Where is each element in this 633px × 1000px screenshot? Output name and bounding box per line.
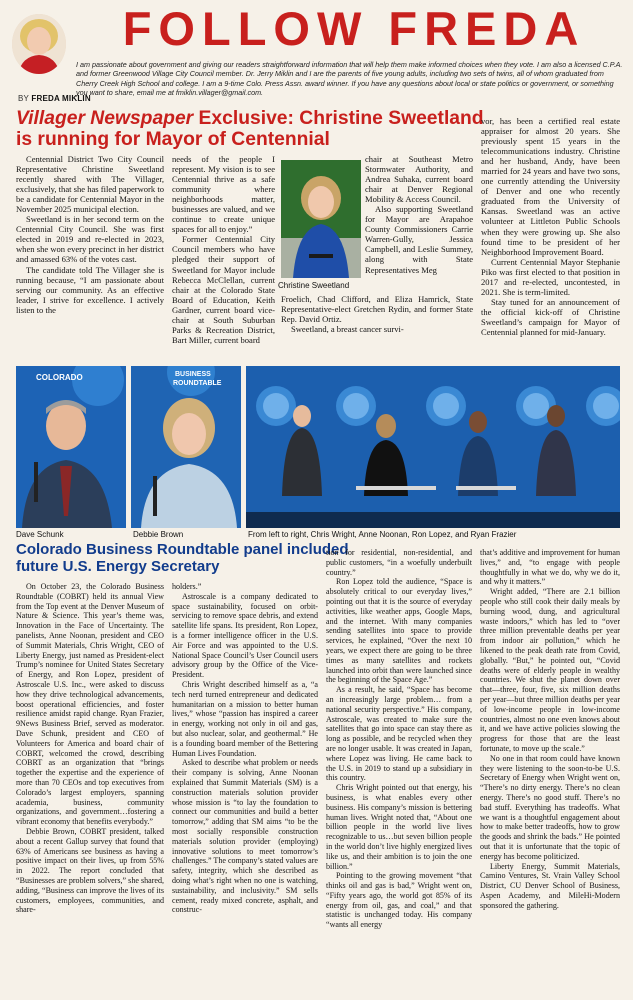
banner-text: ROUNDTABLE	[173, 380, 222, 387]
story1-col2	[172, 154, 275, 345]
photo-caption-schunk: Dave Schunk	[16, 530, 64, 539]
paragraph: The candidate told The Villager she is running because, “I am passionate about serving our community. As an effective leader, I strive for excellence. I actively listen to the	[16, 264, 164, 315]
photo-caption-panel: From left to right, Chris Wright, Anne Noonan, Ron Lopez, and Ryan Frazier	[248, 530, 517, 539]
story1-col3-continued	[281, 294, 473, 334]
paragraph: Ron Lopez told the audience, “Space is absolutely critical to our everyday lives,” pointing out that it is the source of everyday activities, like weather apps, Google Maps, and the internet. With many companies sending satellites into space to provide services, he explained, “Over the next 10 years, we expect there are going to be three times as many satellites and rockets launched into orbit than were launched since the beginning of the Space Age.”	[326, 577, 472, 685]
story2-col2	[172, 582, 318, 915]
paragraph: holders.”	[172, 582, 202, 591]
paragraph: No one in that room could have known they were listening to the soon-to-be U.S. Secretary of Energy when Wright went on, “There’s no dirty energy. There’s no clean energy. There’s no good stuff. There’s no bad stuff. Everything has tradeoffs. What we want is a thoughtful engagement about how to make better tradeoffs, how to grow the goods and shrink the bads.” He pointed out that it is unfortunate that the topic of energy has become politicized.	[480, 753, 620, 861]
photo-debbie-brown	[131, 366, 241, 528]
author-bio: I am passionate about government and giving our readers straightforward information that will help them make informed choices when they vote. I am also a licensed C.P.A. and former Greenwood Village City Council member. Dr. Jerry Miklin and I are the parents of five young adults, including two sets of twins, all of whom graduated from Cherry Creek High School and college. I am a 9-time Colo. Press Assn. award winner. If you have any questions about local or state politics or government, or something you want to share, email me at fmiklin.villager@gmail.com.	[76, 60, 623, 97]
paragraph: tion for residential, non-residential, and public customers, “in a woefully underbuilt country.”	[326, 548, 472, 577]
paragraph: On October 23, the Colorado Business Roundtable (COBRT) held its annual View from the Top event at the Denver Museum of Nature & Science. This year’s theme was, Innovation in the Face of Uncertainty. The panelists, Anne Noonan, president and CEO of Summit Materials, Chris Wright, CEO of Liberty Energy, just named as President-elect Trump’s nominee for United States Secretary of Energy, and Ron Lopez, president of Astroscale U.S. Inc., were asked to discuss how they drive technological advancements, boost operational efficiencies, and foster resilience amidst rapid change. Ryan Frazier, 9News Business Brief, served as moderator. Dave Schunk, president and CEO of Volunteers for America and board chair of COBRT, welcomed the crowd, describing COBRT as an organization that “brings together the expertise and the experience of more than 70 CEOs and top executives from Colorado’s largest employers, spanning academia, business, community organizations, and government…fostering a vibrant economy that benefits everybody.”	[16, 582, 164, 827]
photo-caption-brown: Debbie Brown	[133, 530, 184, 539]
paragraph: Astroscale is a company dedicated to space sustainability, focused on orbit-servicing to remove space debris, and extend satellite life spans. Its president, Ron Lopez, is a former intelligence officer in the U.S. Air Force and was appointed to the U.S. National Space Council’s User Council users advisory group by the Office of the Vice-President.	[172, 591, 318, 680]
story1-col3	[365, 154, 473, 275]
paragraph: Centennial District Two City Council Representative Christine Sweetland recently shared with The Villager, exclusively, that she has filed paperwork to be a candidate for Centennial Mayor in the November 2025 municipal election.	[16, 154, 164, 215]
paragraph: Pointing to the growing movement “that thinks oil and gas is bad,” Wright went on, “Fifty years ago, the world got 85% of its energy from oil, gas, and coal,” and that statistic is unchanged today. His company “wants all energy	[326, 871, 472, 930]
photo-caption-sweetland: Christine Sweetland	[278, 281, 350, 290]
paragraph: Debbie Brown, COBRT president, talked about a recent Gallup survey that found that 63% of Americans see business as having a positive impact on their lives, up from 55% in 2022. The report concluded that “Businesses are problem solvers,” she shared, adding, “Business can improve the lives of its customers, employees, communities, and share-	[16, 826, 164, 915]
story2-headline: Colorado Business Roundtable panel included future U.S. Energy Secretary	[16, 541, 349, 575]
paragraph: Sweetland is in her second term on the Centennial City Council. She was first elected in 2019 and re-elected in 2023, when she won every precinct in her district and amassed 63% of the votes cast.	[16, 214, 164, 265]
story2-col1	[16, 582, 164, 915]
paragraph: needs of the people I represent. My vision is to see Centennial thrive as a safe community where neighborhoods matter, businesses are valued, and we continue to create unique spaces for all to enjoy.”	[172, 154, 275, 235]
story1-col4	[481, 116, 620, 337]
byline	[18, 94, 91, 103]
paragraph: Chris Wright described himself as a, “a tech nerd turned entrepreneur and dedicated humanitarian on a mission to better human lives,” whose “passion has inspired a career in energy, working not only in oil and gas, but also nuclear, solar, and geothermal.” He is a founding board member of the Bettering Human Lives Foundation.	[172, 679, 318, 758]
story2-col4	[480, 548, 620, 910]
paragraph: Chris Wright pointed out that energy, his business, is what enables every other business. His company’s mission is bettering human lives. Wright noted that, “About one billion people in the world live lives recognizable to us…but seven billion people in the world don’t live highly energized lives like us, and their ambition is to join the one billion.”	[326, 783, 472, 871]
story1-headline	[16, 108, 488, 150]
story1-headline-lead: Villager Newspaper	[16, 108, 194, 129]
paragraph: Sweetland, a breast cancer survi-	[291, 324, 404, 335]
photo-christine-sweetland	[281, 160, 361, 278]
paragraph: Froelich, Chad Clifford, and Eliza Hamrick, State Representative-elect Gretchen Rydin, and former State Rep. David Ortiz.	[281, 294, 473, 325]
story2-col3	[326, 548, 472, 930]
paragraph: Also supporting Sweetland for Mayor are Arapahoe County Commissioners Carrie Warren-Gully, Jessica Campbell, and Leslie Summey, along with State Representatives Meg	[365, 204, 473, 275]
story1-headline-rest: Exclusive: Christine Sweetland is running for Mayor of Centennial	[16, 108, 484, 150]
paragraph: Former Centennial City Council members who have pledged their support of Sweetland for Mayor include Rebecca McClellan, current chair at the Colorado State Board of Education, Keith Gardner, current board vice-chair at South Suburban Parks & Recreation District, Bart Miller, current board	[172, 234, 275, 345]
paragraph: Asked to describe what problem or needs their company is solving, Anne Noonan explained that Summit Materials (SM) is a construction materials solution provider whose mission is “to lay the foundation to connect our communities and build a better tomorrow,” adding that SM aims “to be the most socially responsible construction materials solution provider (employing) innovative solutions to meet tomorrow’s challenges.” The company’s stated values are safety, integrity, which she described as doing what’s right when no one is watching, sustainability, and inclusivity.” SM sells cement, ready mixed concrete, asphalt, and construc-	[172, 758, 318, 915]
masthead	[0, 0, 633, 104]
paragraph: Stay tuned for an announcement of the official kick-off of Christine Sweetland’s campaign for Mayor of Centennial planned for mid-January.	[481, 296, 620, 337]
photo-panel-discussion	[246, 366, 620, 528]
paragraph: Wright added, “There are 2.1 billion people who still cook their daily meals by burning wood, dung, and agricultural waste indoors,” which has led to “over three million preventable deaths per year from indoor air pollution,” which he likened to the peak death rate from Covid, globally. “But,” he pointed out, “Covid deaths were of elderly people in wealthy countries. We shut the planet down over that—three, four, five, six million deaths per year—but three million deaths per year of low-income people in low-income countries, almost no one even knows about it, and we have active policies slowing the progress for those that are the least fortunate, to move up the scale.”	[480, 587, 620, 753]
banner-text: BUSINESS	[175, 371, 211, 378]
photo-dave-schunk	[16, 366, 126, 528]
paragraph: chair at Southeast Metro Stormwater Authority, and Andrea Suhaka, current board chair at Denver Regional Mobility & Access Council.	[365, 154, 473, 205]
paragraph: that’s additive and improvement for human lives,” and, “to engage with people thoughtfully in what we do, why we do it, and why it matters.”	[480, 548, 620, 587]
paragraph: Current Centennial Mayor Stephanie Piko was first elected to that position in 2017 and re-elected, uncontested, in 2021. She is term-limited.	[481, 256, 620, 297]
story1-col1	[16, 154, 164, 315]
author-portrait	[12, 14, 66, 74]
paragraph: As a result, he said, “Space has become an increasingly large problem… from a national security perspective.” His company, Astroscale, was created to make sure the satellites that go into space can stay there as long as possible, and be recycled when they are no longer usable. It was created in Japan, where Lopez was living. He came back to the U.S. in 2019 to stand up a subsidiary in this country.	[326, 685, 472, 783]
banner-text: COLORADO	[36, 373, 83, 382]
column-brand-title: FOLLOW FREDA	[122, 2, 586, 55]
paragraph: vor, has been a certified real estate appraiser for almost 20 years. She previously spent 15 years in the telecommunications industry. Christine and her husband, Andy, have been married for 24 years and have two sons, one currently attending the University of Denver and one who recently graduated from the University of Kansas. Sweetland was an active volunteer at Littleton Public Schools when they were growing up. She also found time to be president of her Neighborhood Improvement Board.	[481, 116, 620, 257]
paragraph: Liberty Energy, Summit Materials, Camino Ventures, St. Vrain Valley School District, CU Denver School of Business, Aspen Academy, and MileHi-Modern sponsored the gathering.	[480, 861, 620, 910]
byline-prefix: BY	[18, 94, 29, 103]
byline-author: FREDA MIKLIN	[31, 94, 91, 103]
